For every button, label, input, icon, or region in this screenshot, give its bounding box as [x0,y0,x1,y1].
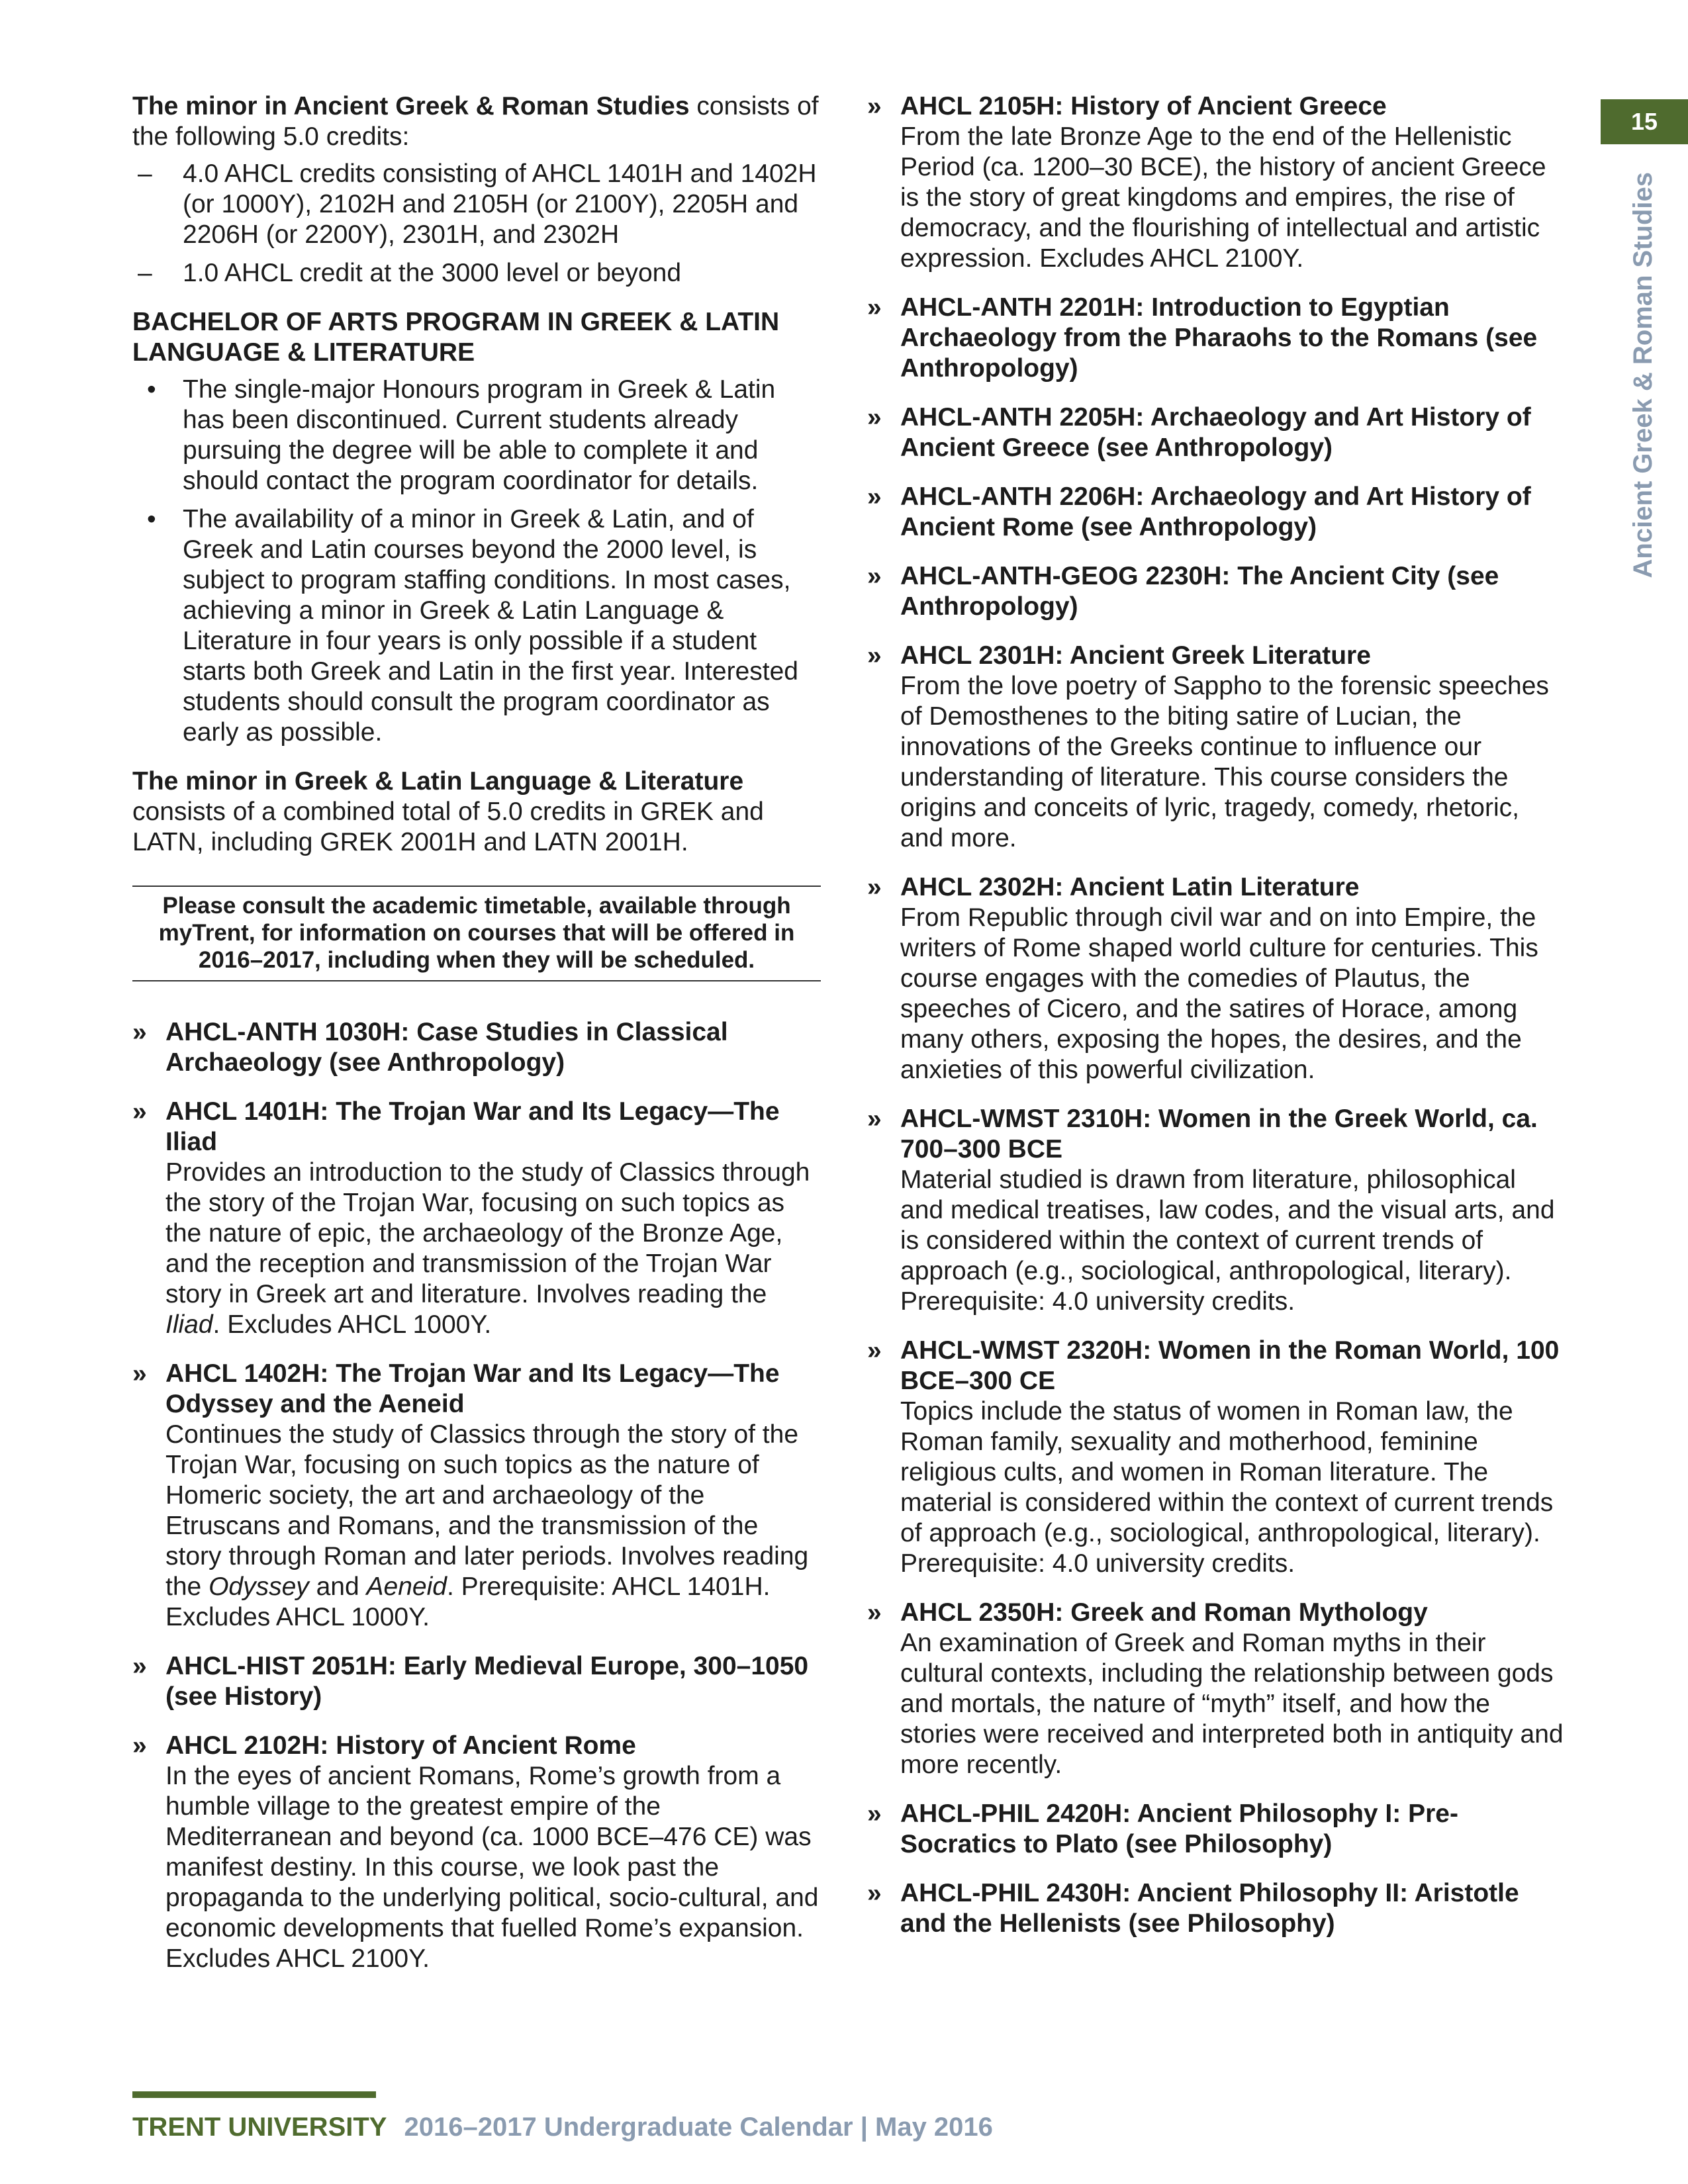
course-entry [867,1598,1566,1780]
footer-calendar: 2016–2017 Undergraduate Calendar | May 2016 [404,2113,993,2142]
ba-program-notes [132,375,821,748]
work-title: Odyssey [209,1572,309,1601]
course-title: AHCL-WMST 2320H: Women in the Roman World, 100 BCE–300 CE [900,1336,1560,1395]
course-entry [867,1878,1566,1939]
course-marker: » [867,403,882,432]
course-description-text: . Prerequisite: AHCL 1401H. Excludes AHCL 1000Y. [165,1572,771,1631]
course-description: In the eyes of ancient Romans, Rome’s growth from a humble village to the greatest empire of the Mediterranean and beyond (ca. 1000 BCE–476 CE) was manifest destiny. In this course, we look past the propaganda to the underlying political, socio-cultural, and economic developments that fuelled Rome’s expansion. Excludes AHCL 2100Y. [165,1762,819,1973]
minor-greek-latin-paragraph [132,766,821,858]
course-title: AHCL-ANTH-GEOG 2230H: The Ancient City (see Anthropology) [900,562,1499,621]
course-description [165,1158,821,1340]
timetable-notice: Please consult the academic timetable, available through myTrent, for information on courses that will be offered in 2016–2017, including when they will be scheduled. [132,886,821,981]
course-entry [867,1799,1566,1860]
course-description-text: Provides an introduction to the study of Classics through the story of the Trojan War, focusing on such topics as the nature of epic, the archaeology of the Bronze Age, and the reception and transmission of the Trojan War story in Greek art and literature. Involves reading the [165,1158,810,1308]
course-description: Material studied is drawn from literature, philosophical and medical treatises, law codes, and the visual arts, and is considered within the context of current trends of approach (e.g., sociological, anthropological, literary). Prerequisite: 4.0 university credits. [900,1165,1555,1316]
left-column [132,91,821,1993]
right-column [867,91,1566,1958]
course-title: AHCL 1402H: The Trojan War and Its Legacy—The Odyssey and the Aeneid [165,1359,780,1418]
course-entry [867,402,1566,463]
course-title: AHCL 2102H: History of Ancient Rome [165,1731,636,1760]
course-title: AHCL-WMST 2310H: Women in the Greek World, ca. 700–300 BCE [900,1105,1538,1163]
work-title: Aeneid [366,1572,447,1601]
course-marker: » [132,1731,147,1760]
course-description-text: and [308,1572,367,1601]
list-item: – 1.0 AHCL credit at the 3000 level or beyond [132,258,821,289]
course-entry [867,561,1566,622]
course-title: AHCL-ANTH 1030H: Case Studies in Classical Archaeology (see Anthropology) [165,1018,728,1077]
course-marker: » [132,1097,147,1126]
course-entry [867,1336,1566,1579]
course-title: AHCL-PHIL 2430H: Ancient Philosophy II: Aristotle and the Hellenists (see Philosophy) [900,1879,1519,1938]
course-title: AHCL-ANTH 2201H: Introduction to Egyptian Archaeology from the Pharaohs to the Romans (see Anthropology) [900,293,1538,383]
course-title: AHCL 2302H: Ancient Latin Literature [900,873,1360,901]
footer-university: TRENT UNIVERSITY [132,2113,387,2142]
course-description-text: Continues the study of Classics through the story of the Trojan War, focusing on such topics as the nature of Homeric society, the art and archaeology of the Etruscans and Romans, and the transmission of the story through Roman and later periods. Involves reading the [165,1420,809,1601]
course-title: AHCL-ANTH 2206H: Archaeology and Art History of Ancient Rome (see Anthropology) [900,482,1531,541]
course-marker: » [867,873,882,901]
side-section-title-text: Ancient Greek & Roman Studies [1628,172,1658,578]
course-entry [132,1017,821,1078]
course-title: AHCL-PHIL 2420H: Ancient Philosophy I: Pre-Socratics to Plato (see Philosophy) [900,1799,1458,1858]
minor-greek-latin-rest: consists of a combined total of 5.0 credits in GREK and LATN, including GREK 2001H and LATN 2001H. [132,797,764,856]
course-entry [132,1097,821,1340]
course-marker: » [867,562,882,590]
course-marker: » [867,482,882,511]
course-entry [867,293,1566,384]
course-marker: » [867,641,882,670]
course-title: AHCL-ANTH 2205H: Archaeology and Art History of Ancient Greece (see Anthropology) [900,403,1531,462]
minor-greek-latin-lead: The minor in Greek & Latin Language & Literature [132,767,744,796]
page-footer [132,2113,993,2142]
course-marker: » [867,1105,882,1133]
course-entry [867,91,1566,274]
course-entry [867,641,1566,854]
course-marker: » [867,1598,882,1627]
course-marker: » [867,1879,882,1907]
course-marker: » [867,293,882,322]
course-title: AHCL 2301H: Ancient Greek Literature [900,641,1371,670]
ba-program-heading: BACHELOR OF ARTS PROGRAM IN GREEK & LATIN LANGUAGE & LITERATURE [132,308,780,367]
course-marker: » [132,1652,147,1680]
course-title: AHCL 2105H: History of Ancient Greece [900,92,1387,120]
page-number-tab [1601,99,1688,144]
course-marker: » [132,1018,147,1046]
course-marker: » [867,1336,882,1365]
work-title: Iliad [165,1310,213,1339]
minor-greek-roman-intro [132,91,821,152]
minor-greek-roman-requirements [132,159,821,289]
course-entry [132,1359,821,1633]
course-description: An examination of Greek and Roman myths in their cultural contexts, including the relationship between gods and mortals, the nature of “myth” itself, and how the stories were received and interpreted both in antiquity and more recently. [900,1629,1564,1779]
minor-greek-roman-rest: consists of the following 5.0 credits: [132,92,819,151]
course-entry [867,872,1566,1085]
course-entry [132,1731,821,1974]
list-item: • The single-major Honours program in Greek & Latin has been discontinued. Current students already pursuing the degree will be able to complete it and should contact the program coordinator for details. [132,375,821,496]
page-number: 15 [1630,108,1658,135]
course-description-text: . Excludes AHCL 1000Y. [212,1310,492,1339]
course-description: From the love poetry of Sappho to the forensic speeches of Demosthenes to the biting satire of Lucian, the innovations of the Greeks continue to influence our understanding of literature. This course considers the origins and conceits of lyric, tragedy, comedy, rhetoric, and more. [900,672,1549,852]
course-title: AHCL 1401H: The Trojan War and Its Legacy—The Iliad [165,1097,780,1156]
minor-greek-roman-lead: The minor in Ancient Greek & Roman Studies [132,92,690,120]
list-item: • The availability of a minor in Greek & Latin, and of Greek and Latin courses beyond the 2000 level, is subject to program staffing conditions. In most cases, achieving a minor in Greek & Latin Language & Literature in four years is only possible if a student starts both Greek and Latin in the first year. Interested students should consult the program coordinator as early as possible. [132,504,821,748]
course-marker: » [132,1359,147,1388]
course-description [165,1420,821,1633]
course-description: Topics include the status of women in Roman law, the Roman family, sexuality and motherhood, feminine religious cults, and women in Roman literature. The material is considered within the context of current trends of approach (e.g., sociological, anthropological, literary). Prerequisite: 4.0 university credits. [900,1397,1554,1578]
course-entry [867,482,1566,543]
course-entry [132,1651,821,1712]
course-title: AHCL 2350H: Greek and Roman Mythology [900,1598,1428,1627]
list-item: – 4.0 AHCL credits consisting of AHCL 1401H and 1402H (or 1000Y), 2102H and 2105H (or 2100Y), 2205H and 2206H (or 2200Y), 2301H, and 2302H [132,159,821,250]
course-title: AHCL-HIST 2051H: Early Medieval Europe, 300–1050 (see History) [165,1652,809,1711]
footer-rule [132,2091,376,2098]
course-marker: » [867,92,882,120]
course-marker: » [867,1799,882,1828]
course-description: From Republic through civil war and on into Empire, the writers of Rome shaped world culture for centuries. This course engages with the comedies of Plautus, the speeches of Cicero, and the satires of Horace, among many others, exposing the hopes, the desires, and the anxieties of this powerful civilization. [900,903,1538,1084]
course-entry [867,1104,1566,1317]
course-description: From the late Bronze Age to the end of the Hellenistic Period (ca. 1200–30 BCE), the history of ancient Greece is the story of great kingdoms and empires, the rise of democracy, and the flourishing of intellectual and artistic expression. Excludes AHCL 2100Y. [900,122,1546,273]
